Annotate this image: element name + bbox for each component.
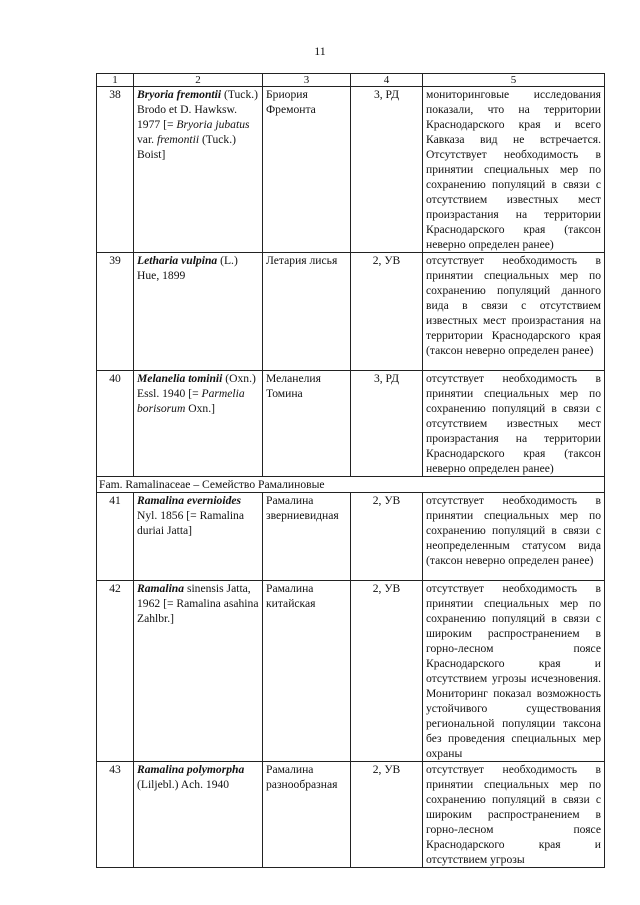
author: Nyl. 1856 [= Ramalina duriai Jatta] <box>137 509 244 537</box>
latin-name: Bryoria fremontii <box>137 88 222 101</box>
scientific-name <box>134 87 263 253</box>
row-number: 38 <box>97 87 134 253</box>
row-number: 39 <box>97 253 134 371</box>
russian-name: Меланелия Томина <box>263 371 351 477</box>
table-row <box>97 581 605 762</box>
latin-name: Ramalina evernioides <box>137 494 242 507</box>
russian-name: Летария лисья <box>263 253 351 371</box>
synonym: Parmelia borisorum <box>137 387 245 415</box>
family-heading: Fam. Ramalinaceae – Семейство Рамалиновые <box>97 477 605 493</box>
table-header-row <box>97 74 605 87</box>
species-table <box>96 73 605 868</box>
synonym-author: Oxn.] <box>185 402 215 415</box>
row-number: 42 <box>97 581 134 762</box>
category: 3, РД <box>351 371 423 477</box>
latin-name: Melanelia tominii <box>137 372 223 385</box>
column-header: 2 <box>134 74 263 87</box>
note: отсутствует необходимость в принятии специальных мер по сохранению популяций данного вида в связи с отсутствием известных мест произрастания на территории Краснодарского края (таксон неверно определен ранее) <box>423 253 605 371</box>
synonym-epithet: fremontii <box>156 133 200 146</box>
scientific-name <box>134 253 263 371</box>
latin-name: Ramalina <box>137 582 185 595</box>
row-number: 41 <box>97 493 134 581</box>
author: (Liljebl.) Ach. 1940 <box>137 778 230 791</box>
note: отсутствует необходимость в принятии специальных мер по сохранению популяций в связи с широким распространением в горно-лесном поясе Краснодарского края и отсутствием угрозы исчезновения. Мониторинг показал возможность устойчивого существования региональной популяции таксона без проведения специальных мер охраны <box>423 581 605 762</box>
column-header: 5 <box>423 74 605 87</box>
category: 2, УВ <box>351 253 423 371</box>
table-row <box>97 762 605 868</box>
russian-name: Рамалина китайская <box>263 581 351 762</box>
column-header: 1 <box>97 74 134 87</box>
category: 2, УВ <box>351 581 423 762</box>
table-row <box>97 493 605 581</box>
scientific-name <box>134 762 263 868</box>
category: 3, РД <box>351 87 423 253</box>
russian-name: Бриория Фремонта <box>263 87 351 253</box>
column-header: 3 <box>263 74 351 87</box>
table-row <box>97 253 605 371</box>
row-number: 43 <box>97 762 134 868</box>
synonym: Bryoria jubatus <box>176 118 250 131</box>
latin-name: Ramalina polymorpha <box>137 763 245 776</box>
column-header: 4 <box>351 74 423 87</box>
note: отсутствует необходимость в принятии специальных мер по сохранению популяций в связи с отсутствием известных мест произрастания на территории Краснодарского края (таксон неверно определен ранее) <box>423 371 605 477</box>
synonym-var: var. <box>137 133 157 146</box>
author: (Oxn.) Essl. 1940 [= <box>137 372 256 400</box>
author: (L.) Hue, 1899 <box>137 254 238 282</box>
russian-name: Рамалина разнообразная <box>263 762 351 868</box>
table-row <box>97 371 605 477</box>
author: sinensis Jatta, 1962 [= Ramalina asahina Zahlbr.] <box>137 582 259 625</box>
family-row <box>97 477 605 493</box>
page-number: 11 <box>314 44 326 58</box>
table-row <box>97 87 605 253</box>
row-number: 40 <box>97 371 134 477</box>
latin-name: Letharia vulpina <box>137 254 218 267</box>
scientific-name <box>134 371 263 477</box>
category: 2, УВ <box>351 493 423 581</box>
note: отсутствует необходимость в принятии специальных мер по сохранению популяций в связи с широким распространением в горно-лесном поясе Краснодарского края и отсутствием угрозы <box>423 762 605 868</box>
scientific-name <box>134 581 263 762</box>
note: отсутствует необходимость в принятии специальных мер по сохранению популяций в связи с неопределенным статусом вида (таксон неверно определен ранее) <box>423 493 605 581</box>
synonym-author: (Tuck.) Boist] <box>137 133 236 161</box>
russian-name: Рамалина зверниевидная <box>263 493 351 581</box>
author: (Tuck.) Brodo et D. Hawksw. 1977 [= <box>137 88 258 131</box>
scientific-name <box>134 493 263 581</box>
category: 2, УВ <box>351 762 423 868</box>
note: мониторинговые исследования показали, что на территории Краснодарского края и всего Кавказа вид не встречается. Отсутствует необходимость в принятии специальных мер по сохранению популяций в связи с отсутствием известных мест произрастания на территории Краснодарского края (таксон неверно определен ранее) <box>423 87 605 253</box>
